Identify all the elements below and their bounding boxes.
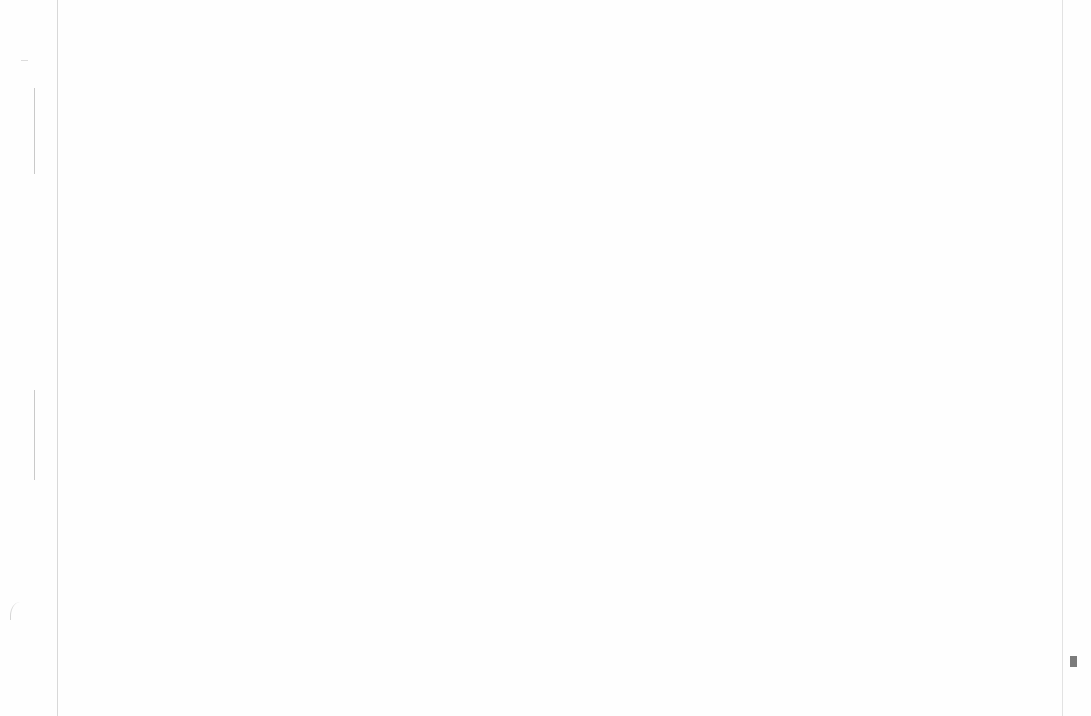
page-edge-right bbox=[1062, 0, 1063, 716]
exam-page-two bbox=[578, 0, 1062, 716]
exam-page-one bbox=[58, 0, 555, 716]
course-code-line bbox=[58, 145, 555, 162]
margin-tick-mark bbox=[21, 60, 28, 61]
margin-rule-upper bbox=[34, 88, 35, 174]
part-heading bbox=[58, 255, 555, 275]
side-code-block bbox=[1070, 656, 1077, 667]
page-corner-arc bbox=[10, 602, 25, 620]
notice-block bbox=[113, 182, 543, 184]
margin-rule-lower bbox=[34, 390, 35, 480]
